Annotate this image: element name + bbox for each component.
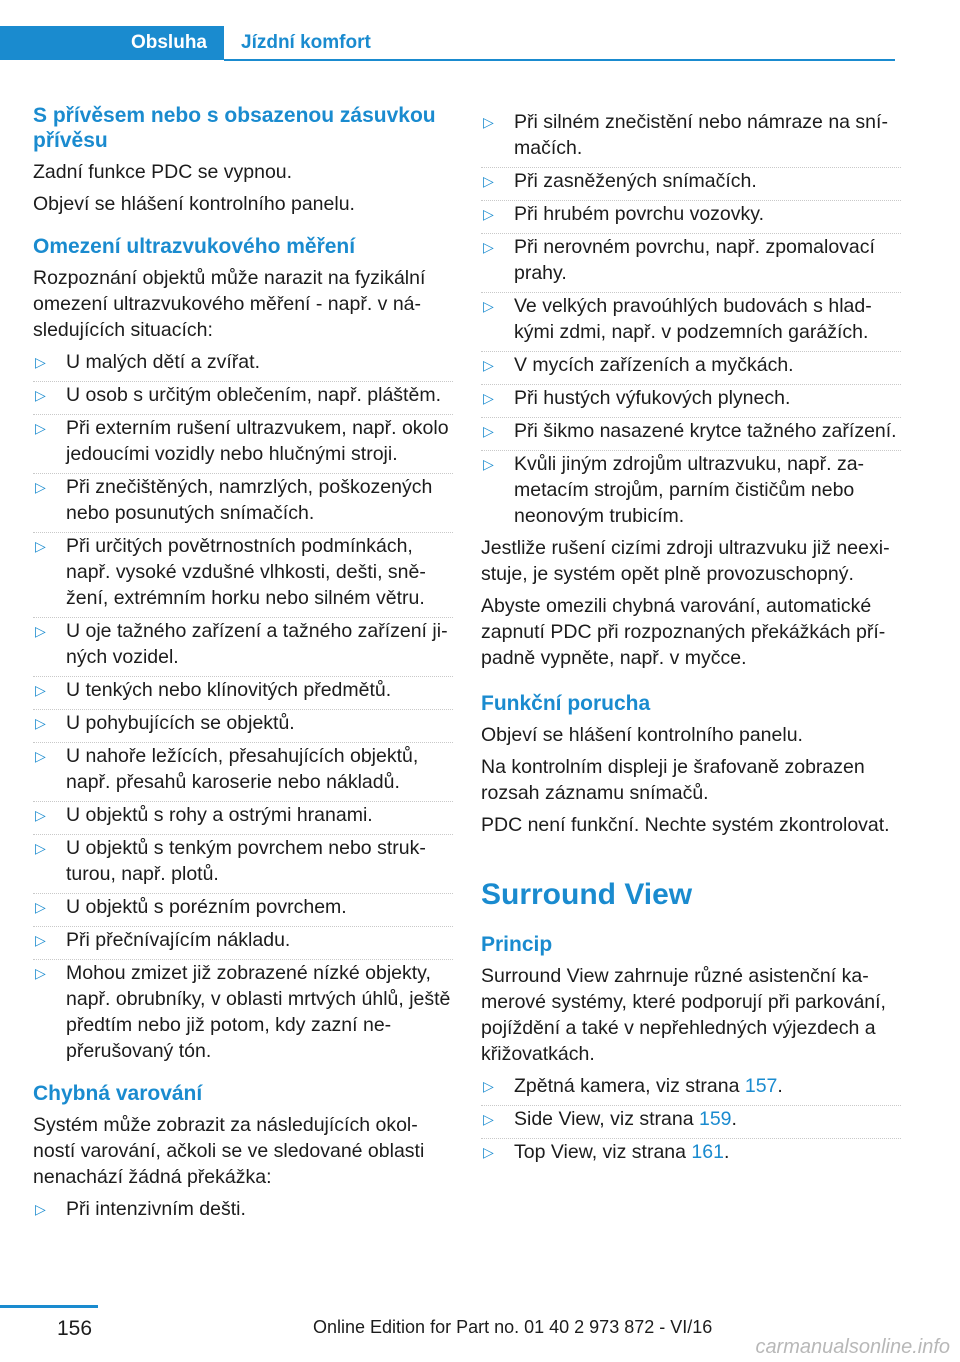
list-item — [33, 742, 453, 795]
list-item-text: Při nerovném povrchu, např. zpomalovací prahy. — [514, 236, 875, 284]
paragraph: Systém může zobrazit za následujících okolností varování, ačkoli se ve sledované oblasti nenachází žádná překážka: — [33, 1114, 425, 1188]
triangle-bullet-icon: ▷ — [35, 538, 46, 554]
list-item-text: Při určitých povětrnostních podmínkách, např. vysoké vzdušné vlhkosti, dešti, sněžení, extrémním horku nebo silném větru. — [66, 535, 426, 609]
triangle-bullet-icon: ▷ — [35, 840, 46, 856]
list-item-text: Při intenzivním dešti. — [66, 1198, 246, 1220]
list-item — [33, 801, 453, 828]
list-item-text: Ve velkých pravoúhlých budovách s hladkými zdmi, např. v podzemních garážích. — [514, 295, 872, 343]
list-item — [33, 414, 453, 467]
list-item — [33, 381, 453, 408]
list-item-text: Při silném znečistění nebo námraze na snímačích. — [514, 111, 888, 159]
list-item — [481, 384, 901, 411]
triangle-bullet-icon: ▷ — [483, 390, 494, 406]
paragraph: PDC není funkční. Nechte systém zkontrolovat. — [481, 814, 890, 836]
list-item-text: Při zasněžených snímačích. — [514, 170, 757, 192]
list-item — [481, 200, 901, 227]
watermark: carmanualsonline.info — [755, 1336, 950, 1358]
page-link[interactable]: 157 — [744, 1075, 778, 1097]
header-divider — [224, 59, 895, 61]
footer-rule — [0, 1305, 98, 1308]
triangle-bullet-icon: ▷ — [483, 423, 494, 439]
list-item-text: V mycích zařízeních a myčkách. — [514, 354, 794, 376]
list-item-text: Při přečnívajícím nákladu. — [66, 929, 291, 951]
triangle-bullet-icon: ▷ — [483, 298, 494, 314]
triangle-bullet-icon: ▷ — [483, 1078, 494, 1094]
list-item — [481, 351, 901, 378]
triangle-bullet-icon: ▷ — [35, 932, 46, 948]
tab-jizdni-komfort[interactable]: Jízdní komfort — [241, 32, 371, 53]
list-item-end: . — [777, 1075, 783, 1097]
limits-list — [33, 349, 453, 1064]
list-item-text: Při hrubém povrchu vozovky. — [514, 203, 764, 225]
heading-omezeni: Omezení ultrazvukového měření — [33, 235, 356, 258]
list-item — [481, 292, 901, 345]
paragraph: Zadní funkce PDC se vypnou. — [33, 161, 293, 183]
heading-privesem: S přívěsem nebo s obsazenou zásuvkou přívěsu — [33, 104, 436, 152]
list-item-text: Při hustých výfukových plynech. — [514, 387, 791, 409]
paragraph: Rozpoznání objektů může narazit na fyzikální omezení ultrazvukového měření - např. v následujících situacích: — [33, 267, 426, 341]
list-item-text: U malých dětí a zvířat. — [66, 351, 260, 373]
triangle-bullet-icon: ▷ — [35, 965, 46, 981]
list-item — [481, 417, 901, 444]
header-tabs — [0, 26, 895, 62]
triangle-bullet-icon: ▷ — [35, 748, 46, 764]
list-item-text: Zpětná kamera, viz strana — [514, 1075, 745, 1097]
list-item-text: U osob s určitým oblečením, např. pláštěm. — [66, 384, 441, 406]
list-item — [33, 926, 453, 953]
tab-obsluha[interactable]: Obsluha — [0, 26, 224, 60]
list-item-text: Při šikmo nasazené krytce tažného zařízení. — [514, 420, 897, 442]
list-item-text: U objektů s porézním povrchem. — [66, 896, 347, 918]
list-item-text: Mohou zmizet již zobrazené nízké objekty, např. obrubníky, v oblasti mrtvých úhlů, ještě předtím nebo již potom, kdy zazní nepřerušovaný tón. — [66, 962, 451, 1062]
triangle-bullet-icon: ▷ — [35, 479, 46, 495]
triangle-bullet-icon: ▷ — [483, 206, 494, 222]
false-warnings-list-cont — [481, 109, 901, 529]
paragraph: Jestliže rušení cizími zdroji ultrazvuku již neexistuje, je systém opět plně provozuschopný. — [481, 537, 890, 585]
triangle-bullet-icon: ▷ — [35, 420, 46, 436]
left-column — [33, 103, 453, 1222]
triangle-bullet-icon: ▷ — [35, 682, 46, 698]
triangle-bullet-icon: ▷ — [483, 239, 494, 255]
camera-systems-list — [481, 1073, 901, 1165]
triangle-bullet-icon: ▷ — [483, 1111, 494, 1127]
list-item — [481, 1073, 901, 1099]
paragraph: Abyste omezili chybná varování, automatické zapnutí PDC při rozpoznaných překážkách případně vypněte, např. v myčce. — [481, 595, 886, 669]
triangle-bullet-icon: ▷ — [483, 1144, 494, 1160]
triangle-bullet-icon: ▷ — [35, 1201, 46, 1217]
list-item-text: U objektů s tenkým povrchem nebo strukturou, např. plotů. — [66, 837, 426, 885]
list-item — [33, 349, 453, 375]
section-title-surround-view: Surround View — [481, 878, 693, 911]
page-link[interactable]: 159 — [698, 1108, 732, 1130]
list-item — [33, 709, 453, 736]
list-item — [33, 893, 453, 920]
list-item — [481, 450, 901, 529]
triangle-bullet-icon: ▷ — [35, 715, 46, 731]
list-item — [481, 1105, 901, 1132]
list-item — [33, 1196, 453, 1222]
list-item-end: . — [731, 1108, 737, 1130]
list-item-text: U pohybujících se objektů. — [66, 712, 295, 734]
triangle-bullet-icon: ▷ — [483, 357, 494, 373]
list-item — [481, 109, 901, 161]
paragraph: Na kontrolním displeji je šrafovaně zobrazen rozsah záznamu snímačů. — [481, 756, 865, 804]
list-item-end: . — [723, 1141, 730, 1163]
list-item — [33, 473, 453, 526]
page-link[interactable]: 161 — [691, 1141, 724, 1163]
list-item-text: U tenkých nebo klínovitých předmětů. — [66, 679, 392, 701]
list-item-text: Kvůli jiným zdrojům ultrazvuku, např. zametacím strojům, parním čističům nebo neonovým trubicím. — [514, 453, 865, 527]
list-item-text: U oje tažného zařízení a tažného zařízení jiných vozidel. — [66, 620, 448, 668]
heading-funkcni-porucha: Funkční porucha — [481, 692, 651, 715]
triangle-bullet-icon: ▷ — [35, 899, 46, 915]
right-column — [481, 103, 901, 1165]
list-item-text: Při externím rušení ultrazvukem, např. okolo jedoucími vozidly nebo hlučnými stroji. — [66, 417, 449, 465]
paragraph: Surround View zahrnuje různé asistenční kamerové systémy, které podporují při parkování, pojíždění a také v nepřehledných výjezdech a křižovatkách. — [481, 965, 886, 1065]
triangle-bullet-icon: ▷ — [35, 623, 46, 639]
false-warnings-list — [33, 1196, 453, 1222]
heading-princip: Princip — [481, 933, 553, 956]
list-item — [33, 834, 453, 887]
list-item — [481, 233, 901, 286]
heading-chybna-varovani: Chybná varování — [33, 1082, 203, 1105]
triangle-bullet-icon: ▷ — [35, 387, 46, 403]
list-item — [33, 617, 453, 670]
paragraph: Objeví se hlášení kontrolního panelu. — [481, 724, 803, 746]
list-item — [33, 959, 453, 1064]
triangle-bullet-icon: ▷ — [35, 807, 46, 823]
triangle-bullet-icon: ▷ — [483, 173, 494, 189]
list-item-text: Při znečištěných, namrzlých, poškozených nebo posunutých snímačích. — [66, 476, 433, 524]
edition-note: Online Edition for Part no. 01 40 2 973 872 - VI/16 — [313, 1317, 713, 1337]
triangle-bullet-icon: ▷ — [483, 456, 494, 472]
list-item — [33, 676, 453, 703]
list-item-text: Side View, viz strana — [514, 1108, 699, 1130]
page-number: 156 — [57, 1317, 93, 1340]
list-item — [33, 532, 453, 611]
triangle-bullet-icon: ▷ — [35, 354, 46, 370]
paragraph: Objeví se hlášení kontrolního panelu. — [33, 193, 355, 215]
list-item — [481, 1138, 901, 1165]
list-item-text: U objektů s rohy a ostrými hranami. — [66, 804, 373, 826]
triangle-bullet-icon: ▷ — [483, 114, 494, 130]
list-item-text: U nahoře ležících, přesahujících objektů, např. přesahů karoserie nebo nákladů. — [66, 745, 419, 793]
list-item — [481, 167, 901, 194]
list-item-text: Top View, viz strana — [514, 1141, 692, 1163]
